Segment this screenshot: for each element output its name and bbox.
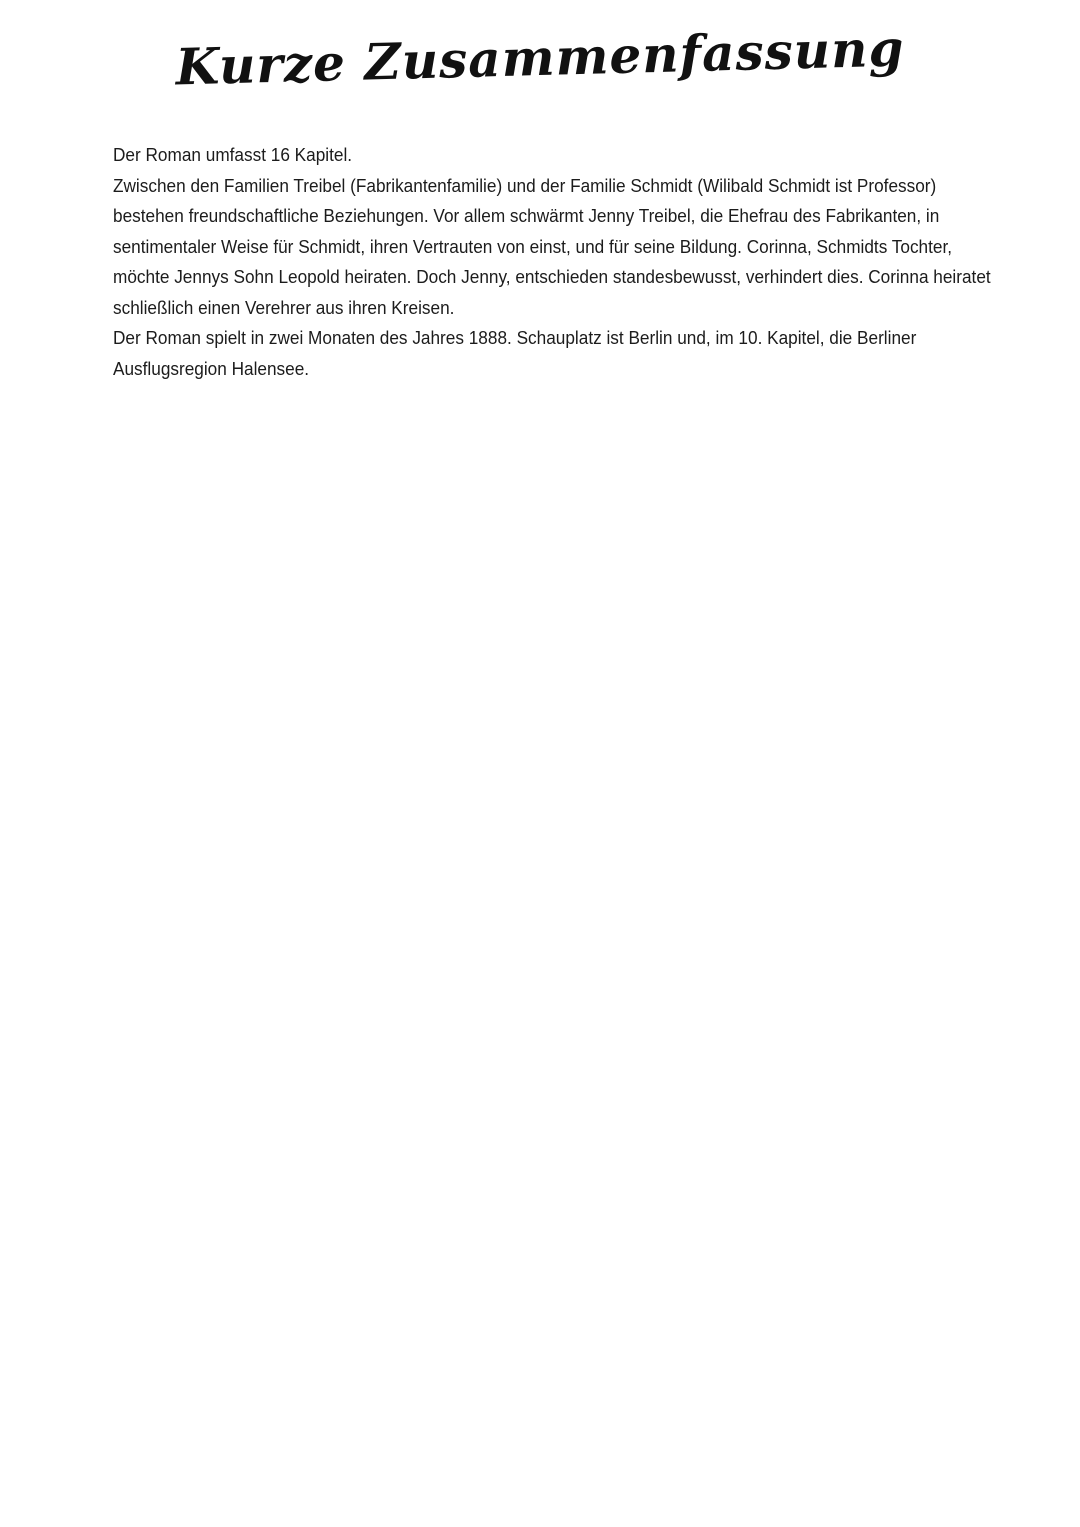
text-line: bestehen freundschaftliche Beziehungen. Vor allem schwärmt Jenny Treibel, die Ehefrau des Fabrikanten, in: [113, 205, 940, 226]
summary-text: [113, 140, 991, 384]
text-line: sentimentaler Weise für Schmidt, ihren Vertrauten von einst, und für seine Bildung. Corinna, Schmidts Tochter,: [113, 235, 953, 257]
text-line: Der Roman umfasst 16 Kapitel.: [113, 144, 353, 165]
text-line: Ausflugsregion Halensee.: [113, 357, 310, 379]
text-line: schließlich einen Verehrer aus ihren Kreisen.: [113, 296, 455, 318]
text-line: Zwischen den Familien Treibel (Fabrikantenfamilie) und der Familie Schmidt (Wilibald Schmidt ist Professor): [113, 174, 937, 196]
page-title: Kurze Zusammenfassung: [174, 18, 906, 97]
text-line: möchte Jennys Sohn Leopold heiraten. Doch Jenny, entschieden standesbewusst, verhindert dies. Corinna heiratet: [113, 266, 991, 287]
text-line: Der Roman spielt in zwei Monaten des Jahres 1888. Schauplatz ist Berlin und, im 10. Kapitel, die Berliner: [113, 327, 917, 348]
